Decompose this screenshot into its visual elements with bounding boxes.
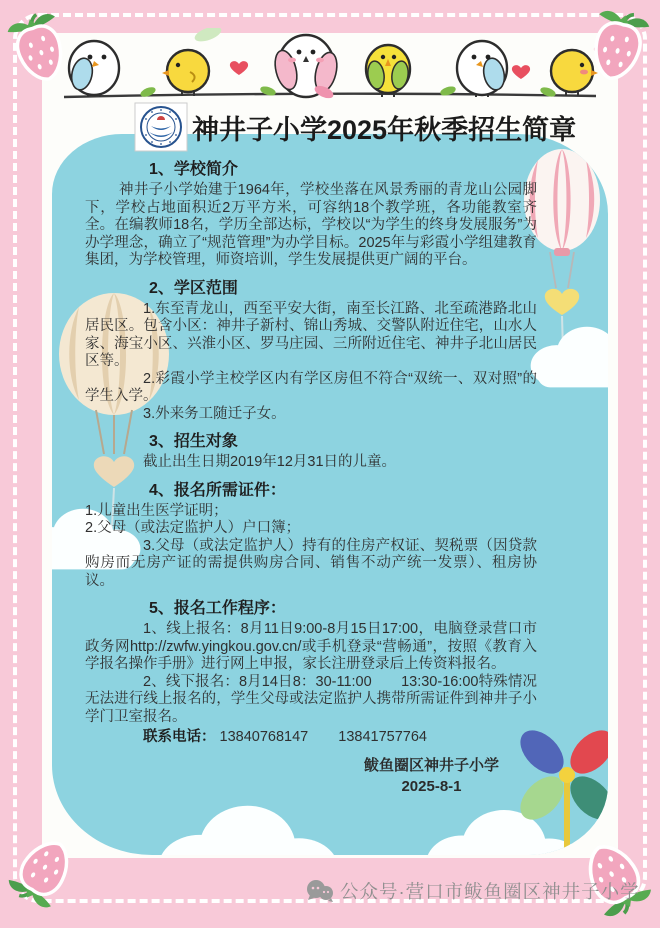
contact-phone-label: 联系电话：: [143, 729, 216, 745]
bird-icon: [366, 45, 410, 97]
cloud-icon: [140, 792, 355, 855]
content-panel: [52, 134, 608, 855]
title-row: [0, 100, 660, 154]
wechat-icon: [306, 879, 334, 903]
section-2-item: 2.彩霞小学主校学区内有学区房但不符合“双统一、双对照”的学生入学。: [85, 370, 537, 404]
section-1-paragraph: 神井子小学始建于1964年，学校坐落在风景秀丽的青龙山公园脚下，学校占地面积近2万平方米，可容纳18个教学班，各功能教室齐全。在编教师18名，学历全部达标，学校以“为学生的终身发展服务”为办学理念，确立了“规范管理”为办学目标。2025年与彩霞小学组建教育集团，为学校管理，师资培训，学生发展提供更广阔的平台。: [85, 182, 537, 268]
phone-number-1: 13840768147: [219, 729, 309, 745]
phone-number-2: 13841757764: [338, 729, 427, 745]
bird-icon: [162, 50, 209, 96]
contact-line: [85, 729, 537, 747]
section-1-heading: 1、学校简介: [149, 161, 238, 178]
section-4-item: 2.父母（或法定监护人）户口簿；: [85, 520, 301, 536]
section-3-heading: 3、招生对象: [149, 433, 238, 450]
section-5-item: 1、线上报名：8月11日9:00-8月15日17:00，电脑登录营口市政务网http://zwfw.yingkou.gov.cn/或手机登录“营畅通”，按照《教育入学报名操作手册》进行网上申报，家长注册登录后上传资料报名。: [85, 621, 537, 672]
section-4-heading: 4、报名所需证件：: [149, 481, 286, 499]
section-2-heading: 2、学区范围: [149, 279, 238, 297]
section-4-item: 1.儿童出生医学证明；: [85, 502, 228, 519]
footer: [306, 876, 640, 906]
birds-on-wire-illustration: [56, 28, 604, 106]
section-5-item: 2、线下报名：8月14日8：30-11:00 13:30-16:00特殊情况无法进行线上报名的，学生父母或法定监护人携带所需证件到神井子小学门卫室报名。: [85, 673, 537, 725]
bird-icon: [271, 35, 340, 101]
footer-account-label: 公众号·营口市鲅鱼圈区神井子小学: [340, 881, 640, 902]
section-4-item: 3.父母（或法定监护人）持有的住房产权证、契税票（因贷款购房而无房产证的需提供购房合同、销售不动产统一发票）、租房协议。: [85, 537, 537, 589]
signature-date: 2025-8-1: [401, 777, 462, 795]
pinwheel-icon: [597, 764, 608, 826]
signature-school: 鲅鱼圈区神井子小学: [363, 756, 499, 774]
school-logo: [134, 102, 188, 152]
section-2-item: 1.东至青龙山，西至平安大街，南至长江路、北至疏港路北山居民区。包含小区：神井子新村、锦山秀城、交警队附近住宅，山水人家、海宝小区、兴淮小区、罗马庄园、三所附近住宅、神井子北山居民区等。: [85, 300, 537, 369]
signature-block: [364, 755, 499, 797]
heart-icon: [545, 289, 579, 315]
announcement-body: [85, 160, 537, 797]
heart-icon: [230, 61, 248, 75]
page-title: 神井子小学2025年秋季招生简章: [192, 114, 577, 145]
bird-icon: [457, 41, 507, 97]
heart-icon: [512, 65, 530, 79]
section-5-heading: 5、报名工作程序：: [149, 600, 286, 617]
section-2-item: 3.外来务工随迁子女。: [143, 405, 286, 422]
section-3-paragraph: 截止出生日期2019年12月31日的儿童。: [143, 454, 397, 470]
leaf-icon: [193, 28, 223, 44]
